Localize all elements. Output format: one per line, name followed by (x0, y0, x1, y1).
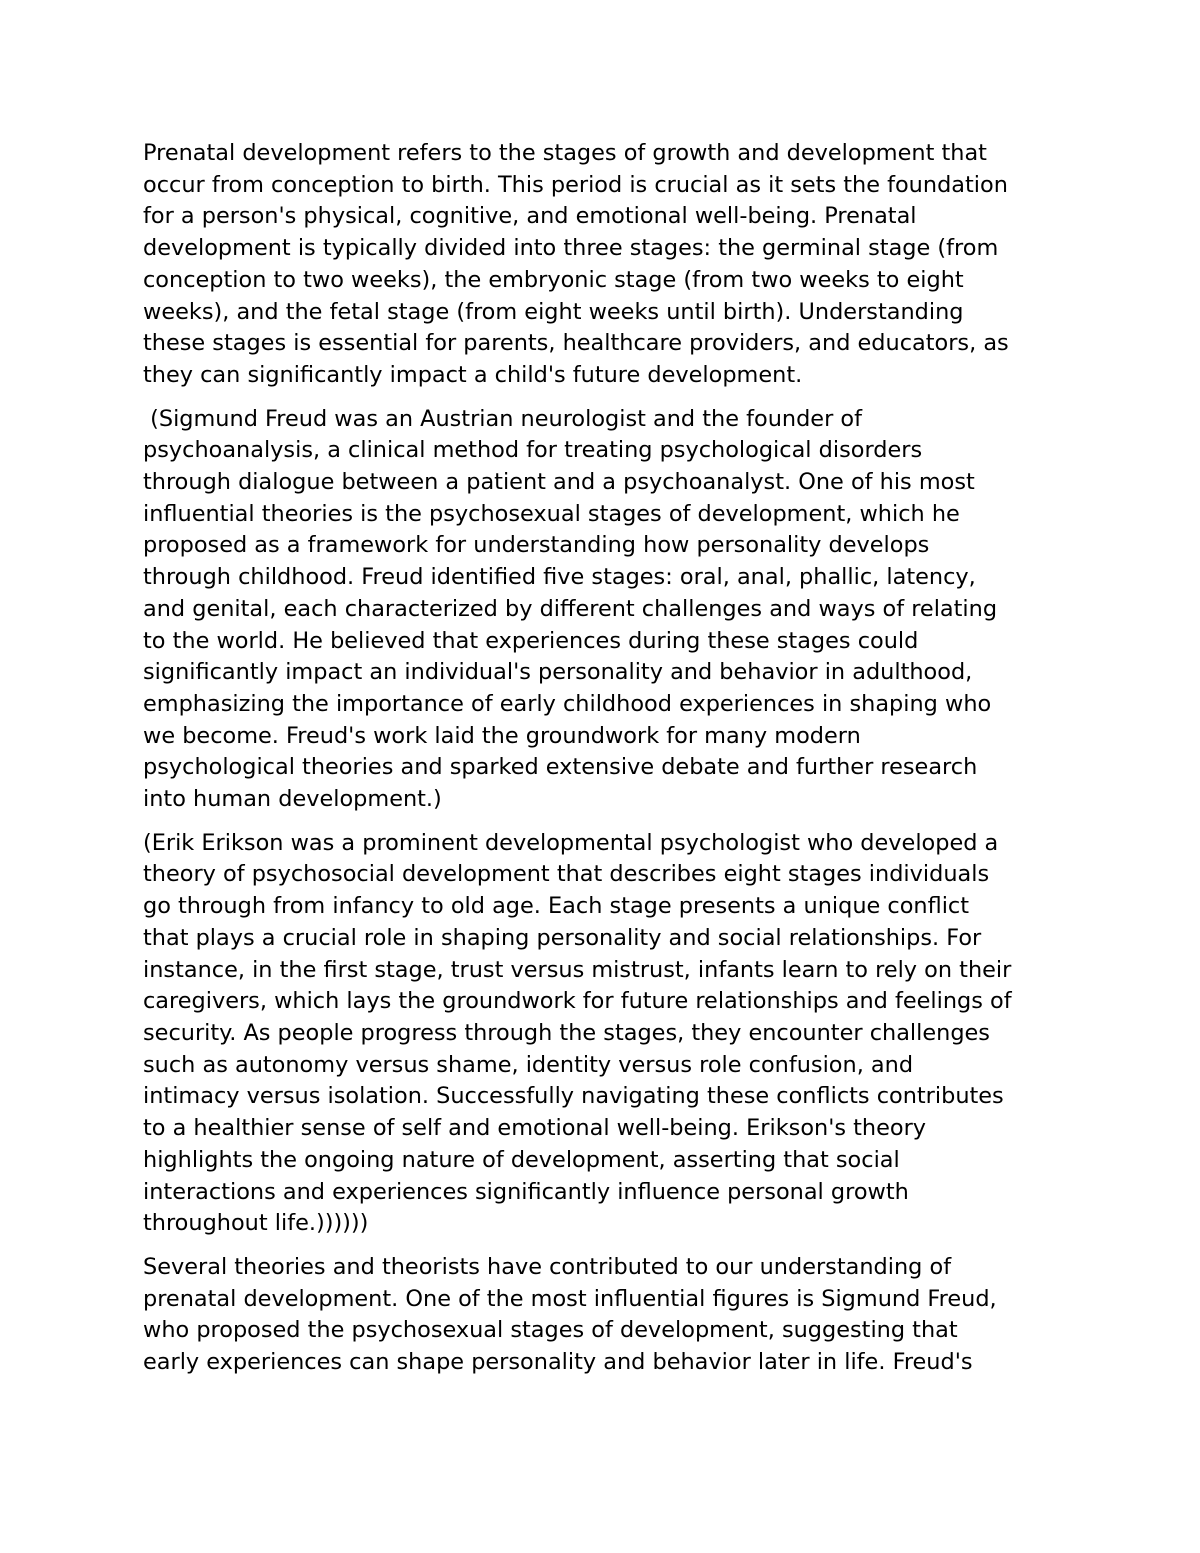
text-line: such as autonomy versus shame, identity versus role confusion, and (143, 1051, 914, 1078)
text-line: through childhood. Freud identified five stages: oral, anal, phallic, latency, (143, 564, 976, 591)
text-line: they can significantly impact a child's future development. (143, 361, 803, 388)
text-line: Prenatal development refers to the stages of growth and development that (143, 140, 987, 166)
text-line: into human development.) (143, 786, 442, 813)
paragraph-freud (143, 404, 1073, 816)
paragraph-theories (143, 1252, 1073, 1379)
text-line: early experiences can shape personality and behavior later in life. Freud's (143, 1349, 973, 1376)
text-line: to the world. He believed that experiences during these stages could (143, 627, 919, 654)
text-line: Several theories and theorists have contributed to our understanding of (143, 1253, 952, 1280)
text-line: significantly impact an individual's personality and behavior in adulthood, (143, 659, 973, 686)
text-line: caregivers, which lays the groundwork for future relationships and feelings of (143, 988, 1012, 1015)
text-line: proposed as a framework for understanding how personality develops (143, 532, 930, 559)
paragraph-erikson (143, 828, 1073, 1240)
text-line: (Sigmund Freud was an Austrian neurologist and the founder of (143, 405, 862, 432)
paragraph-prenatal-intro (143, 138, 1073, 392)
text-line: these stages is essential for parents, healthcare providers, and educators, as (143, 330, 1009, 357)
text-line: for a person's physical, cognitive, and emotional well-being. Prenatal (143, 203, 917, 230)
text-line: who proposed the psychosexual stages of development, suggesting that (143, 1317, 958, 1344)
text-line: (Erik Erikson was a prominent developmental psychologist who developed a (143, 829, 999, 856)
text-line: intimacy versus isolation. Successfully navigating these conflicts contributes (143, 1083, 1004, 1110)
text-line: we become. Freud's work laid the groundwork for many modern (143, 722, 861, 749)
text-line: influential theories is the psychosexual stages of development, which he (143, 500, 960, 527)
text-line: to a healthier sense of self and emotional well-being. Erikson's theory (143, 1115, 927, 1142)
text-line: weeks), and the fetal stage (from eight weeks until birth). Understanding (143, 298, 964, 325)
text-line: development is typically divided into three stages: the germinal stage (from (143, 235, 999, 262)
text-line: psychological theories and sparked extensive debate and further research (143, 754, 978, 781)
text-line: through dialogue between a patient and a psychoanalyst. One of his most (143, 469, 975, 496)
text-line: psychoanalysis, a clinical method for treating psychological disorders (143, 437, 923, 464)
text-line: throughout life.)))))) (143, 1210, 369, 1237)
text-line: security. As people progress through the stages, they encounter challenges (143, 1019, 990, 1046)
text-line: occur from conception to birth. This period is crucial as it sets the foundation (143, 171, 1008, 198)
text-line: conception to two weeks), the embryonic stage (from two weeks to eight (143, 266, 964, 293)
text-line: and genital, each characterized by different challenges and ways of relating (143, 595, 998, 622)
text-line: that plays a crucial role in shaping personality and social relationships. For (143, 924, 982, 951)
text-line: instance, in the first stage, trust versus mistrust, infants learn to rely on their (143, 956, 1012, 983)
text-line: highlights the ongoing nature of development, asserting that social (143, 1146, 900, 1173)
document-body (143, 138, 1073, 1391)
text-line: prenatal development. One of the most influential figures is Sigmund Freud, (143, 1285, 997, 1312)
text-line: emphasizing the importance of early childhood experiences in shaping who (143, 690, 992, 717)
text-line: interactions and experiences significantly influence personal growth (143, 1178, 909, 1205)
text-line: go through from infancy to old age. Each stage presents a unique conflict (143, 893, 970, 920)
text-line: theory of psychosocial development that describes eight stages individuals (143, 861, 990, 888)
